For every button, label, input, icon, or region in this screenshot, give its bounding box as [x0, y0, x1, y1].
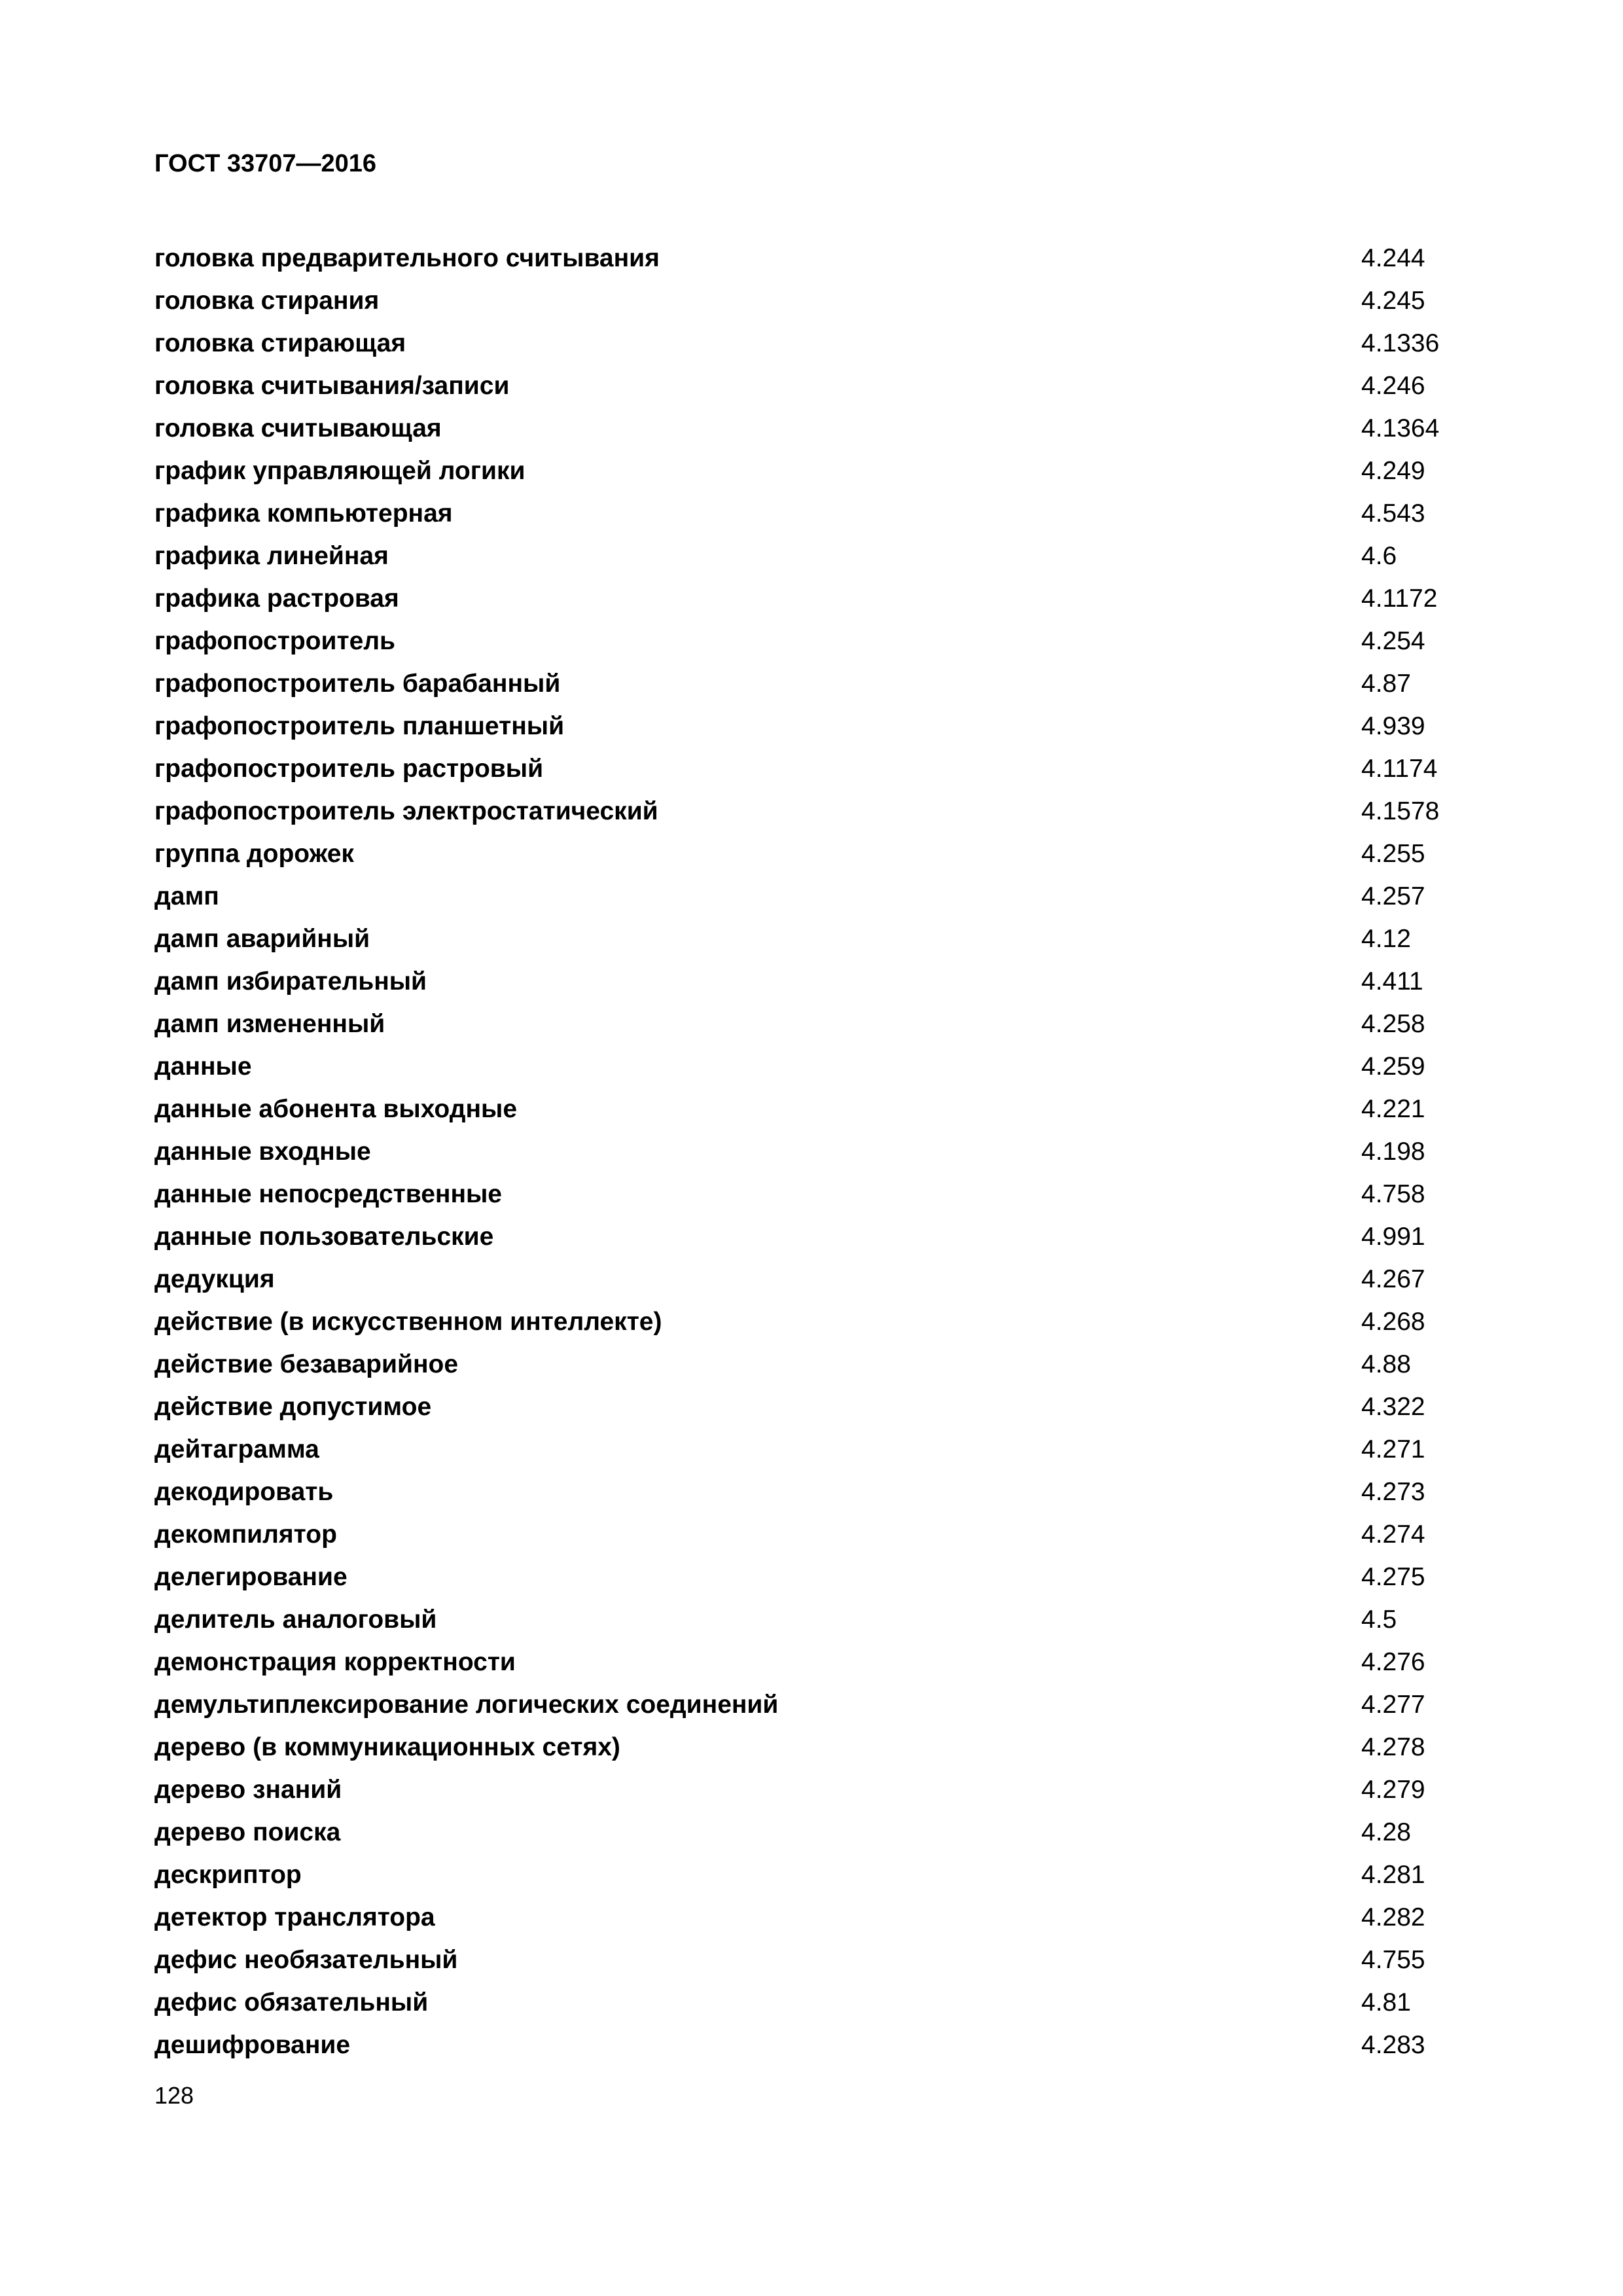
index-ref: 4.267 [1361, 1265, 1425, 1293]
index-ref: 4.257 [1361, 882, 1425, 910]
index-entry [154, 492, 1492, 535]
index-ref: 4.1172 [1361, 584, 1438, 613]
index-ref: 4.221 [1361, 1094, 1425, 1123]
index-term: декомпилятор [154, 1520, 337, 1549]
index-entry [154, 1726, 1492, 1768]
index-entry [154, 1173, 1492, 1215]
index-term: действие допустимое [154, 1392, 432, 1421]
index-entry [154, 535, 1492, 577]
index-ref: 4.322 [1361, 1392, 1425, 1421]
index-term: графопостроитель растровый [154, 754, 544, 783]
index-entry [154, 747, 1492, 790]
index-ref: 4.543 [1361, 499, 1425, 528]
page-number: 128 [154, 2082, 194, 2109]
index-entry [154, 1300, 1492, 1343]
index-term: график управляющей логики [154, 456, 526, 485]
index-term: декодировать [154, 1477, 334, 1506]
index-ref: 4.279 [1361, 1775, 1425, 1804]
index-term: данные входные [154, 1137, 371, 1166]
index-ref: 4.254 [1361, 626, 1425, 655]
index-entry [154, 2024, 1492, 2066]
index-term: дерево знаний [154, 1775, 342, 1804]
index-term: данные непосредственные [154, 1179, 502, 1208]
index-term: головка предварительного считывания [154, 243, 660, 272]
index-ref: 4.12 [1361, 924, 1411, 953]
index-term: графопостроитель барабанный [154, 669, 561, 698]
index-ref: 4.277 [1361, 1690, 1425, 1719]
index-entry [154, 1768, 1492, 1811]
index-term: действие безаварийное [154, 1350, 459, 1378]
index-term: графика линейная [154, 541, 389, 570]
index-entry [154, 790, 1492, 833]
index-term: действие (в искусственном интеллекте) [154, 1307, 662, 1336]
index-term: головка считывания/записи [154, 371, 510, 400]
term-index-list [154, 237, 1492, 2066]
index-entry [154, 1343, 1492, 1386]
index-term: группа дорожек [154, 839, 354, 868]
index-term: дерево (в коммуникационных сетях) [154, 1732, 620, 1761]
index-ref: 4.244 [1361, 243, 1425, 272]
index-term: данные абонента выходные [154, 1094, 518, 1123]
index-entry [154, 1598, 1492, 1641]
index-ref: 4.275 [1361, 1562, 1425, 1591]
index-entry [154, 407, 1492, 450]
index-term: демультиплексирование логических соединений [154, 1690, 779, 1719]
index-ref: 4.755 [1361, 1945, 1425, 1974]
index-entry [154, 833, 1492, 875]
index-entry [154, 1386, 1492, 1428]
index-term: графика растровая [154, 584, 399, 613]
index-entry [154, 1683, 1492, 1726]
index-ref: 4.28 [1361, 1818, 1411, 1846]
index-term: данные [154, 1052, 252, 1081]
index-term: головка стирающая [154, 329, 406, 357]
index-entry [154, 1981, 1492, 2024]
index-entry [154, 1854, 1492, 1896]
index-ref: 4.281 [1361, 1860, 1425, 1889]
index-ref: 4.1578 [1361, 797, 1440, 825]
index-term: дамп [154, 882, 219, 910]
index-entry [154, 960, 1492, 1003]
index-entry [154, 450, 1492, 492]
document-header: ГОСТ 33707—2016 [154, 150, 377, 177]
index-entry [154, 1428, 1492, 1471]
index-ref: 4.255 [1361, 839, 1425, 868]
index-ref: 4.245 [1361, 286, 1425, 315]
index-ref: 4.81 [1361, 1988, 1411, 2017]
index-term: головка считывающая [154, 414, 442, 442]
index-entry [154, 237, 1492, 279]
index-term: детектор транслятора [154, 1903, 435, 1931]
index-entry [154, 1003, 1492, 1045]
index-term: дескриптор [154, 1860, 302, 1889]
index-entry [154, 279, 1492, 322]
index-term: дамп измененный [154, 1009, 385, 1038]
index-term: дешифрование [154, 2030, 351, 2059]
index-entry [154, 1641, 1492, 1683]
index-entry [154, 1130, 1492, 1173]
index-ref: 4.273 [1361, 1477, 1425, 1506]
index-entry [154, 577, 1492, 620]
index-entry [154, 918, 1492, 960]
index-ref: 4.411 [1361, 967, 1423, 996]
index-term: дефис необязательный [154, 1945, 458, 1974]
index-ref: 4.1336 [1361, 329, 1440, 357]
index-entry [154, 1045, 1492, 1088]
index-entry [154, 1939, 1492, 1981]
index-ref: 4.276 [1361, 1647, 1425, 1676]
index-term: дедукция [154, 1265, 275, 1293]
index-entry [154, 1556, 1492, 1598]
index-term: делегирование [154, 1562, 348, 1591]
index-term: данные пользовательские [154, 1222, 494, 1251]
index-ref: 4.6 [1361, 541, 1397, 570]
index-term: дерево поиска [154, 1818, 341, 1846]
index-ref: 4.249 [1361, 456, 1425, 485]
index-entry [154, 322, 1492, 365]
index-term: демонстрация корректности [154, 1647, 516, 1676]
index-ref: 4.283 [1361, 2030, 1425, 2059]
index-ref: 4.278 [1361, 1732, 1425, 1761]
index-term: графопостроитель [154, 626, 396, 655]
index-term: дейтаграмма [154, 1435, 319, 1463]
index-ref: 4.87 [1361, 669, 1411, 698]
index-ref: 4.246 [1361, 371, 1425, 400]
index-ref: 4.758 [1361, 1179, 1425, 1208]
index-entry [154, 1258, 1492, 1300]
index-entry [154, 662, 1492, 705]
index-entry [154, 1088, 1492, 1130]
index-entry [154, 705, 1492, 747]
index-entry [154, 620, 1492, 662]
index-entry [154, 1513, 1492, 1556]
index-term: дефис обязательный [154, 1988, 429, 2017]
index-entry [154, 1471, 1492, 1513]
index-entry [154, 1215, 1492, 1258]
index-ref: 4.88 [1361, 1350, 1411, 1378]
index-ref: 4.271 [1361, 1435, 1425, 1463]
index-ref: 4.939 [1361, 711, 1425, 740]
index-term: дамп аварийный [154, 924, 370, 953]
index-ref: 4.268 [1361, 1307, 1425, 1336]
index-ref: 4.1364 [1361, 414, 1440, 442]
index-entry [154, 365, 1492, 407]
index-ref: 4.282 [1361, 1903, 1425, 1931]
index-term: графика компьютерная [154, 499, 453, 528]
index-term: графопостроитель планшетный [154, 711, 565, 740]
index-term: делитель аналоговый [154, 1605, 437, 1634]
index-entry [154, 875, 1492, 918]
index-ref: 4.1174 [1361, 754, 1438, 783]
index-term: головка стирания [154, 286, 380, 315]
index-ref: 4.259 [1361, 1052, 1425, 1081]
index-entry [154, 1811, 1492, 1854]
index-term: дамп избирательный [154, 967, 427, 996]
index-entry [154, 1896, 1492, 1939]
index-ref: 4.274 [1361, 1520, 1425, 1549]
index-ref: 4.258 [1361, 1009, 1425, 1038]
index-ref: 4.991 [1361, 1222, 1425, 1251]
index-ref: 4.5 [1361, 1605, 1397, 1634]
index-ref: 4.198 [1361, 1137, 1425, 1166]
index-term: графопостроитель электростатический [154, 797, 658, 825]
